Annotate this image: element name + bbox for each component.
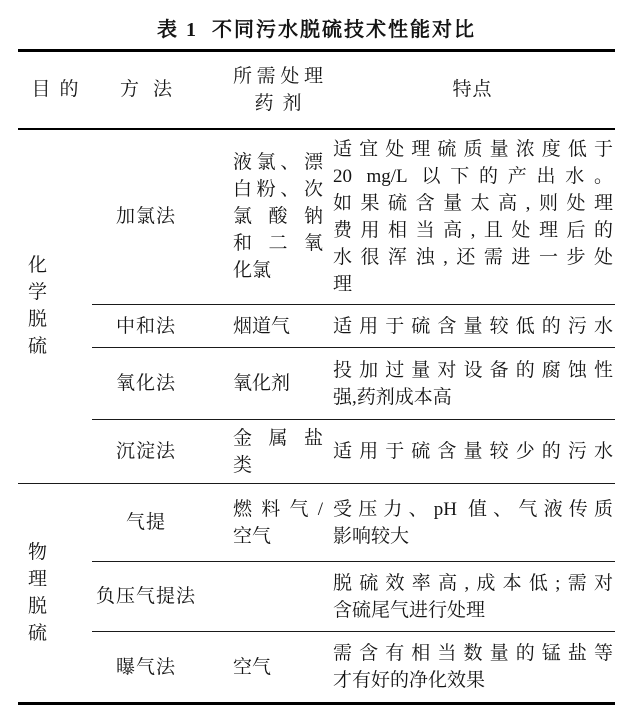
cell-agent: 液氯、漂 白粉、次 氯酸钠 和二氧 化氯 [233, 152, 323, 282]
cell-agent: 燃料气/ 空气 [200, 484, 330, 562]
cell-feature: 受压力、pH 值、气液传质 影响较大 [330, 484, 615, 562]
cell-method: 中和法 [92, 305, 200, 348]
header-agent: 所需处理 药剂 [200, 51, 330, 129]
cell-feature: 需含有相当数量的锰盐等 才有好的净化效果 [330, 632, 615, 704]
table-row [18, 348, 615, 420]
cell-method: 气提 [92, 484, 200, 562]
cell-method: 加氯法 [115, 206, 176, 228]
header-purpose: 目的 [18, 51, 92, 129]
cell-agent: 空气 [200, 632, 330, 704]
cell-feature: 适用于硫含量较少的污水 [330, 420, 615, 484]
cell-feature: 脱硫效率高,成本低;需对 含硫尾气进行处理 [330, 562, 615, 632]
cell-agent: 金属盐 类 [200, 420, 330, 484]
table-number: 表 1 [157, 19, 198, 41]
cell-agent: 氧化剂 [200, 348, 330, 420]
cell-method: 氧化法 [92, 348, 200, 420]
table-row [18, 420, 615, 484]
header-row [18, 51, 615, 129]
header-method: 方法 [92, 51, 200, 129]
table-title-text: 不同污水脱硫技术性能对比 [212, 19, 476, 41]
table-row [18, 484, 615, 562]
comparison-table [18, 49, 615, 705]
group-label-physical: 物理 脱硫 [18, 484, 92, 704]
table-row [18, 305, 615, 348]
group-label-chemical: 化学 脱硫 [28, 255, 62, 358]
cell-agent: 烟道气 [200, 305, 330, 348]
table-row [18, 632, 615, 704]
table-title [0, 13, 633, 42]
cell-feature: 适宜处理硫质量浓度低于 20 mg/L 以下的产出水。 如果硫含量太高,则处理 费用相当高,且处理后的 水很浑浊,还需进一步处 理 [333, 138, 613, 295]
header-feature: 特点 [330, 51, 615, 129]
cell-method: 曝气法 [92, 632, 200, 704]
cell-feature: 投加过量对设备的腐蚀性 强,药剂成本高 [330, 348, 615, 420]
cell-feature: 适用于硫含量较低的污水 [330, 305, 615, 348]
table-row [18, 562, 615, 632]
cell-method: 沉淀法 [92, 420, 200, 484]
cell-agent [200, 562, 330, 632]
table-row [18, 129, 615, 305]
cell-method: 负压气提法 [92, 562, 200, 632]
